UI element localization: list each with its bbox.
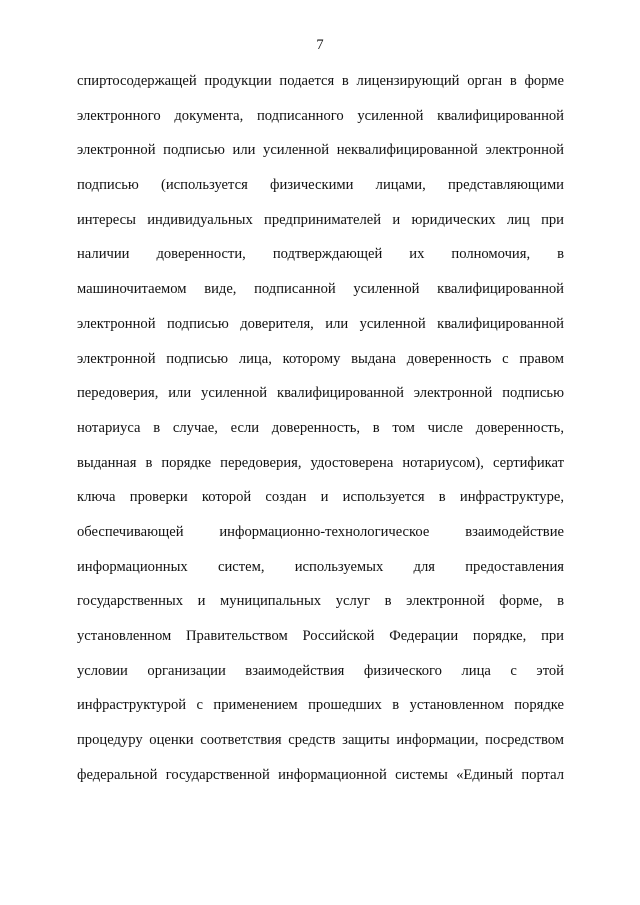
text-line: передоверия, или усиленной квалифицированной электронной подписью — [77, 385, 564, 402]
body-paragraph — [77, 64, 564, 792]
text-line: машиночитаемом виде, подписанной усиленной квалифицированной — [77, 281, 564, 298]
text-line: информационных систем, используемых для предоставления — [77, 558, 564, 575]
text-line: электронной подписью доверителя, или усиленной квалифицированной — [77, 315, 564, 332]
text-line: электронной подписью или усиленной неквалифицированной электронной — [77, 142, 564, 159]
text-line: электронного документа, подписанного усиленной квалифицированной — [77, 107, 564, 124]
text-line: инфраструктурой с применением прошедших в установленном порядке — [77, 697, 564, 714]
text-line: федеральной государственной информационной системы «Единый портал — [77, 766, 564, 783]
text-line: интересы индивидуальных предпринимателей и юридических лиц при — [77, 211, 564, 228]
text-line: подписью (используется физическими лицами, представляющими — [77, 177, 564, 194]
text-line: установленном Правительством Российской Федерации порядке, при — [77, 628, 564, 644]
text-line: процедуру оценки соответствия средств защиты информации, посредством — [77, 732, 564, 749]
text-line: наличии доверенности, подтверждающей их полномочия, в — [77, 246, 564, 263]
text-line: государственных и муниципальных услуг в электронной форме, в — [77, 593, 564, 610]
text-line: спиртосодержащей продукции подается в лицензирующий орган в форме — [77, 73, 564, 89]
text-line: нотариуса в случае, если доверенность, в том числе доверенность, — [77, 419, 564, 436]
text-line: выданная в порядке передоверия, удостоверена нотариусом), сертификат — [77, 454, 564, 471]
text-line: условии организации взаимодействия физического лица с этой — [77, 662, 564, 679]
page-number: 7 — [316, 37, 324, 53]
text-line: ключа проверки которой создан и используется в инфраструктуре, — [77, 489, 564, 506]
text-line: электронной подписью лица, которому выдана доверенность с правом — [77, 350, 564, 367]
text-line: обеспечивающей информационно-технологическое взаимодействие — [77, 523, 564, 540]
